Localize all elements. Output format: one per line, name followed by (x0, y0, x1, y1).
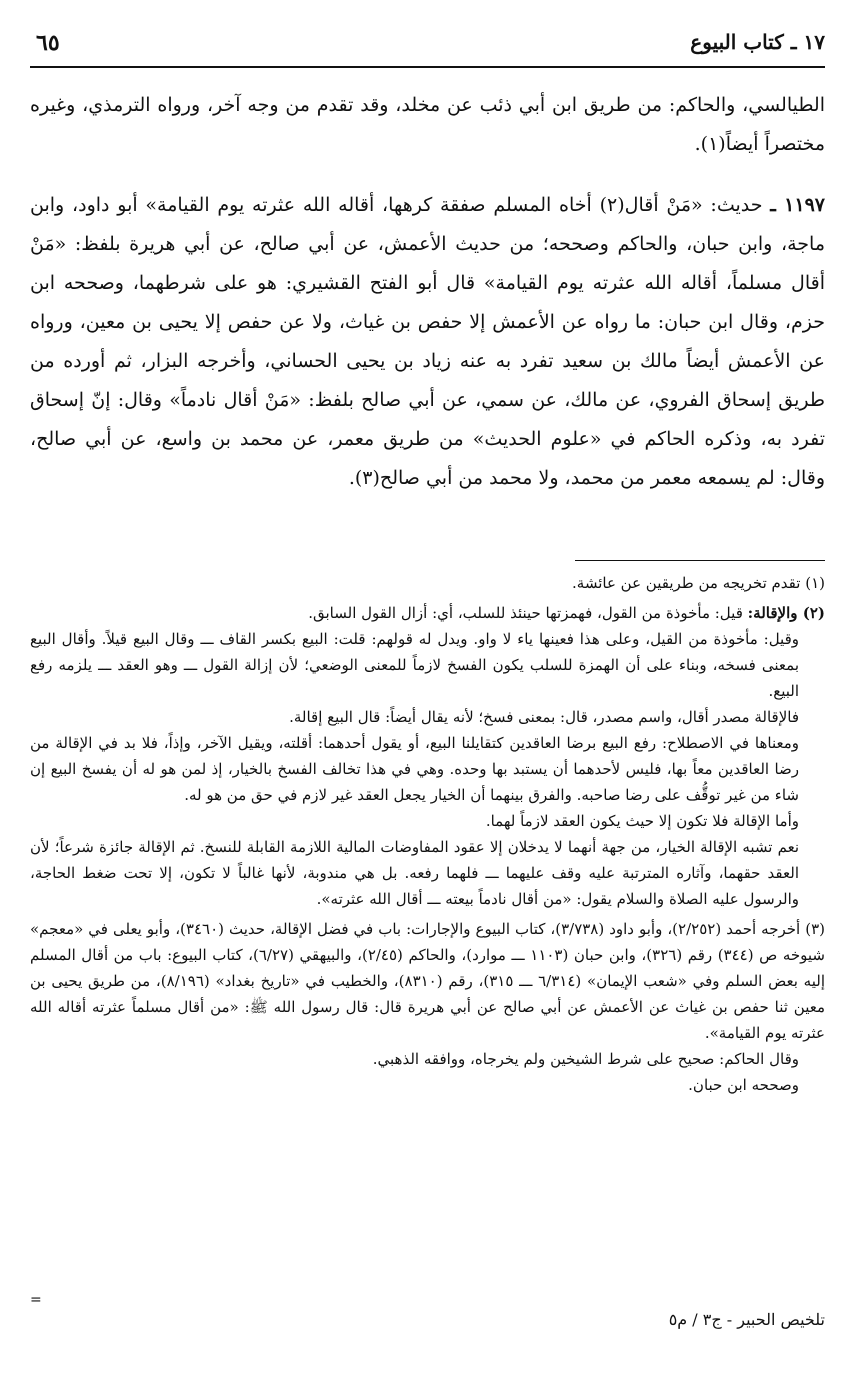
hadith-number: ١١٩٧ ـ (770, 194, 825, 216)
paragraph: الطيالسي، والحاكم: من طريق ابن أبي ذئب عن مخلد، وقد تقدم من وجه آخر، ورواه الترمذي، وغيره مختصراً أيضاً(١). (30, 94, 825, 155)
footnote-2-paragraph: ومعناها في الاصطلاح: رفع البيع برضا العاقدين كتقايلنا البيع، أو يقول أحدهما: أقلته، ويقيل الآخر، وإذاً، فلا بد في الإقالة من رضا العاقدين معاً بها، فليس لأحدهما أن يستبد بها وحده. وهي في هذا تخالف الفسخ بالخيار، إذ لمن هو له أن يفسخ البيع إن شاء من غير توقُّف على رضا صاحبه. والفرق بينهما أن الخيار يجعل العقد غير لازم في حق من هو له. (30, 734, 799, 804)
footnote-3: (٣) أخرجه أحمد (٢/٢٥٢)، وأبو داود (٣/٧٣٨)، كتاب البيوع والإجارات: باب في فضل الإقالة، حديث (٣٤٦٠)، وأبو يعلى في «معجم» شيوخه ص (٣٤٤) رقم (٣٢٦)، وابن حبان (١١٠٣ ـــ موارد)، والحاكم (٢/٤٥)، والبيهقي (٦/٢٧)، كتاب البيوع: باب من أقال المسلم إليه بعض السلم وفي «شعب الإيمان» (٦/٣١٤ ـــ ٣١٥)، رقم (٨٣١٠)، والخطيب في «تاريخ بغداد» (٨/١٩٦)، من طريق يحيى بن معين ثنا حفص بن غياث عن الأعمش عن أبي صالح عن أبي هريرة قال: قال رسول الله ﷺ: «من أقال مسلماً عثرته أقاله الله عثرته يوم القيامة». (30, 920, 825, 1042)
footnote-2-paragraph: نعم تشبه الإقالة الخيار، من جهة أنهما لا يدخلان إلا عقود المفاوضات المالية اللازمة القابلة للنسخ. ثم الإقالة جائزة شرعاً؛ لأن العقد حقهما، وآثاره المترتبة عليه وقف عليهما ـــ فلهما رفعه. بل هي مندوبة، لأنها غالباً لا تكون، إلا تحت ضغط الحاجة، والرسول عليه الصلاة والسلام يقول: «من أقال نادماً بيعته ـــ أقال الله عثرته». (30, 838, 799, 908)
page-number: ٦٥ (36, 30, 60, 56)
chapter-title: ١٧ ـ كتاب البيوع (690, 30, 825, 54)
footnote-2-lead: (٢) والإقالة: (747, 604, 825, 622)
footnote-2 (30, 600, 825, 626)
main-text (30, 86, 825, 498)
page-footer (30, 1292, 825, 1340)
footnotes (30, 570, 825, 1098)
continuation-mark: = (30, 1292, 42, 1308)
running-header (30, 30, 825, 68)
footnote-3-paragraph: وصححه ابن حبان. (688, 1076, 799, 1094)
footnote-2-paragraph: وقيل: مأخوذة من القيل، وعلى هذا فعينها ياء لا واو. ويدل له قولهم: قلت: البيع بكسر القاف ـــ وقال البيع قيلاً. وأقال البيع بمعنى فسخه، وبناء على أن الهمزة للسلب يكون الفسخ لازماً للمعنى الوضعي؛ لأن إزالة القول ـــ وهو العقد ـــ يلزمه رفع البيع. (30, 630, 799, 700)
footnote-1: (١) تقدم تخريجه من طريقين عن عائشة. (572, 574, 825, 592)
footnote-2-paragraph: فالإقالة مصدر أقال، واسم مصدر، قال: بمعنى فسخ؛ لأنه يقال أيضاً: قال البيع إقالة. (289, 708, 799, 726)
footnote-separator (575, 560, 825, 561)
hadith-text: حديث: «مَنْ أقال(٢) أخاه المسلم صفقة كرهها، أقاله الله عثرته يوم القيامة» أبو داود، وابن ماجة، وابن حبان، والحاكم وصححه؛ من حديث الأعمش، عن أبي صالح، عن أبي هريرة بلفظ: «مَنْ أقال مسلماً، أقاله الله عثرته يوم القيامة» قال أبو الفتح القشيري: هو على شرطهما، وصححه ابن حزم، وقال ابن حبان: ما رواه عن الأعمش إلا حفص بن غياث، ولا عن حفص إلا يحيى بن معين، ورواه عن الأعمش أيضاً مالك بن سعيد تفرد به عنه زياد بن يحيى الحساني، وأخرجه البزار، ثم أورده من طريق إسحاق الفروي، عن مالك، عن سمي، عن أبي صالح بلفظ: «مَنْ أقال نادماً» وقال: إنّ إسحاق تفرد به، وذكره الحاكم في «علوم الحديث» من طريق معمر، عن محمد بن واسع، عن أبي صالح، وقال: لم يسمعه معمر من محمد، ولا محمد من أبي صالح(٣). (30, 194, 825, 489)
hadith-paragraph (30, 186, 825, 498)
footnote-2-paragraph: وأما الإقالة فلا تكون إلا حيث يكون العقد لازماً لهما. (485, 812, 799, 830)
book-signature: تلخيص الحبير - ج٣ / م٥ (668, 1310, 825, 1329)
footnote-2-text: قيل: مأخوذة من القول، فهمزتها حينئذ للسلب، أي: أزال القول السابق. (308, 604, 748, 622)
footnote-3-paragraph: وقال الحاكم: صحيح على شرط الشيخين ولم يخرجاه، ووافقه الذهبي. (372, 1050, 799, 1068)
